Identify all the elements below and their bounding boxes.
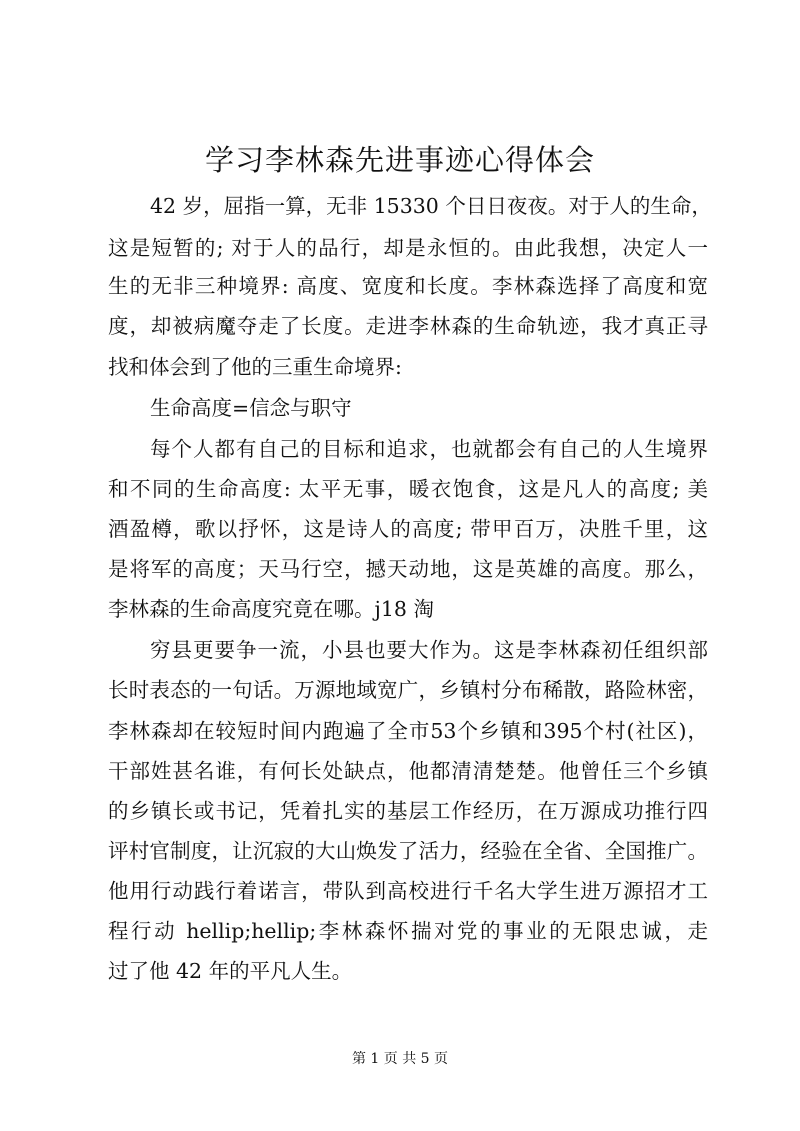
- paragraph-line: 的乡镇长或书记，凭着扎实的基层工作经历，在万源成功推行四: [108, 799, 708, 823]
- paragraph-line: 他用行动践行着诺言，带队到高校进行千名大学生进万源招才工: [108, 879, 708, 903]
- paragraph-line: 穷县更要争一流，小县也要大作为。这是李林森初任组织部: [150, 638, 708, 662]
- paragraph-line: 找和体会到了他的三重生命境界:: [108, 355, 402, 379]
- paragraph-line: 42 岁，屈指一算，无非 15330 个日日夜夜。对于人的生命，: [150, 194, 712, 218]
- paragraph-line: 生的无非三种境界: 高度、宽度和长度。李林森选择了高度和宽: [108, 274, 708, 298]
- section-heading: 生命高度=信念与职守: [150, 396, 352, 420]
- page-title: 学习李林森先进事迹心得体会: [204, 143, 595, 177]
- paragraph-line: 酒盈樽，歌以抒怀，这是诗人的高度; 带甲百万，决胜千里，这: [108, 517, 708, 541]
- paragraph-line: 干部姓甚名谁，有何长处缺点，他都清清楚楚。他曾任三个乡镇: [108, 759, 708, 783]
- paragraph-line: 程行动 hellip;hellip;李林森怀揣对党的事业的无限忠诚，走: [108, 919, 708, 943]
- paragraph-line: 是将军的高度；天马行空，撼天动地，这是英雄的高度。那么，: [108, 557, 708, 581]
- paragraph-line: 每个人都有自己的目标和追求，也就都会有自己的人生境界: [150, 437, 708, 461]
- paragraph-line: 这是短暂的; 对于人的品行，却是永恒的。由此我想，决定人一: [108, 236, 708, 260]
- paragraph-line: 评村官制度，让沉寂的大山焕发了活力，经验在全省、全国推广。: [108, 839, 708, 863]
- paragraph-line: 度，却被病魔夺走了长度。走进李林森的生命轨迹，我才真正寻: [108, 314, 708, 338]
- paragraph-line: 李林森的生命高度究竟在哪。j18 淘: [108, 597, 434, 621]
- page-footer: 第 1 页 共 5 页: [351, 1051, 449, 1067]
- paragraph-line: 和不同的生命高度: 太平无事，暖衣饱食，这是凡人的高度; 美: [108, 477, 708, 501]
- paragraph-line: 李林森却在较短时间内跑遍了全市53个乡镇和395个村(社区)，: [108, 719, 708, 743]
- paragraph-line: 长时表态的一句话。万源地域宽广，乡镇村分布稀散，路险林密，: [108, 678, 708, 702]
- paragraph-line: 过了他 42 年的平凡人生。: [108, 959, 353, 983]
